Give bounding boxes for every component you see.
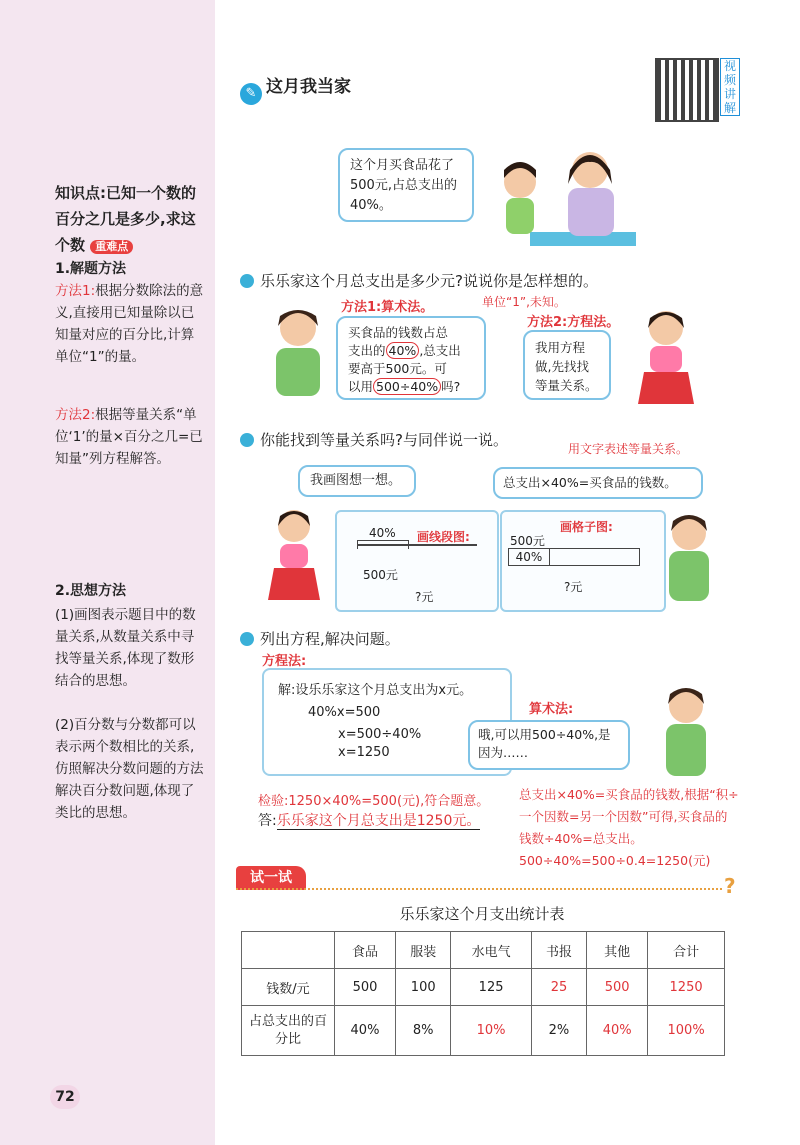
segment-40-part (357, 540, 409, 549)
table-header-cell: 水电气 (451, 932, 531, 969)
girl-and-mother-illustration (490, 140, 640, 255)
b1-line4 (348, 378, 474, 396)
boy-thinking-illustration (262, 300, 334, 400)
b1-line3: 要高于500元。可 (348, 361, 447, 376)
line-diagram-title: 画线段图: (417, 530, 470, 544)
page-number: 72 (50, 1085, 80, 1109)
method1-text: 根据分数除法的意义,直接用已知量除以已知量对应的百分比,计算单位“1”的量。 (55, 283, 204, 365)
table-cell: 40% (335, 1006, 396, 1056)
equation-method-label: 方程法: (262, 654, 307, 669)
table-header-cell: 书报 (531, 932, 586, 969)
method1-note (55, 280, 205, 368)
solution-line4: x=1250 (338, 745, 390, 760)
table-row (242, 969, 725, 1006)
bullet-icon (240, 274, 254, 288)
section-thinking-title: 2.思想方法 (55, 583, 127, 599)
girl-pointing-illustration (258, 500, 330, 610)
row-label: 钱数/元 (242, 969, 335, 1006)
method1-heading: 方法1:算术法。 (341, 300, 434, 315)
table-title: 乐乐家这个月支出统计表 (399, 905, 565, 923)
section-header (240, 72, 351, 105)
row-label: 占总支出的百分比 (242, 1006, 335, 1056)
table-cell-answer: 40% (587, 1006, 648, 1056)
b1-line2 (348, 342, 474, 360)
table-cell: 8% (395, 1006, 450, 1056)
expense-statistics-table (241, 931, 725, 1056)
boy-reasoning-bubble: 哦,可以用500÷40%,是因为…… (468, 720, 630, 770)
q3-text: 列出方程,解决问题。 (260, 630, 400, 648)
method2-label: 方法2: (55, 407, 96, 423)
table-header-cell: 其他 (587, 932, 648, 969)
equality-relation-bubble: 总支出×40%=买食品的钱数。 (493, 467, 703, 499)
circled-40-percent: 40% (386, 342, 420, 359)
line-40-label: 40% (369, 526, 396, 540)
table-cell-answer: 100% (648, 1006, 725, 1056)
line-unknown-label: ?元 (415, 590, 434, 604)
bullet-icon (240, 632, 254, 646)
arithmetic-explanation (519, 784, 739, 872)
question-mark-icon: ? (724, 874, 736, 898)
b1-l2a: 支出的 (348, 343, 386, 358)
grid-bar (508, 548, 640, 566)
girl-explaining-illustration (620, 300, 710, 410)
key-difficulty-badge: 重难点 (90, 240, 133, 254)
table-header-cell: 食品 (335, 932, 396, 969)
table-cell-answer: 10% (451, 1006, 531, 1056)
check-line: 检验:1250×40%=500(元),符合题意。 (258, 794, 490, 809)
word-relation-note: 用文字表述等量关系。 (568, 442, 689, 456)
method2-text: 根据等量关系“单位‘1’的量×百分之几=已知量”列方程解答。 (55, 407, 203, 467)
table-cell: 2% (531, 1006, 586, 1056)
knowledge-sidebar (0, 0, 215, 1145)
grid-diagram-title: 画格子图: (560, 520, 613, 534)
table-header-cell: 合计 (648, 932, 725, 969)
line-500-label: 500元 (363, 568, 398, 582)
solution-line3: x=500÷40% (338, 727, 422, 742)
table-row (242, 1006, 725, 1056)
arithmetic-method-label: 算术法: (529, 702, 574, 717)
line-segment-diagram (335, 510, 499, 612)
video-label[interactable]: 视频讲解 (720, 58, 740, 116)
table-header-cell (242, 932, 335, 969)
book-icon: ✎ (240, 83, 262, 105)
knowledge-point-title (55, 180, 205, 258)
table-header-row (242, 932, 725, 969)
table-cell: 500 (335, 969, 396, 1006)
boy-pointing-illustration (655, 505, 723, 610)
table-cell-answer: 500 (587, 969, 648, 1006)
grid-unknown-label: ?元 (564, 580, 583, 594)
calculation-text: 500÷40%=500÷0.4=1250(元) (519, 853, 711, 868)
question-3 (240, 628, 400, 649)
unit-one-note: 单位“1”,未知。 (482, 295, 566, 309)
grid-500-label: 500元 (510, 534, 545, 548)
q2-text: 你能找到等量关系吗?与同伴说一说。 (260, 431, 508, 449)
method1-speech-bubble (336, 316, 486, 400)
answer-label: 答: (258, 813, 277, 829)
b1-l4a: 以用 (348, 379, 374, 394)
solution-line1: 解:设乐乐家这个月总支出为x元。 (278, 683, 473, 698)
question-2 (240, 429, 508, 450)
method2-heading: 方法2:方程法。 (527, 315, 620, 330)
grid-diagram (500, 510, 666, 612)
grid-40-cell: 40% (509, 549, 550, 565)
method2-speech-bubble: 我用方程做,先找找等量关系。 (523, 330, 611, 400)
table-cell: 100 (395, 969, 450, 1006)
section-title: 这月我当家 (266, 77, 351, 97)
mother-speech-bubble: 这个月买食品花了500元,占总支出的40%。 (338, 148, 474, 222)
b1-l4c: 吗? (441, 379, 461, 394)
b1-l2c: ,总支出 (419, 343, 461, 358)
thinking-2: (2)百分数与分数都可以表示两个数相比的关系,仿照解决分数问题的方法解决百分数问题,体现了类比的思想。 (55, 717, 204, 821)
table-cell-answer: 1250 (648, 969, 725, 1006)
question-1 (240, 270, 598, 291)
circled-division: 500÷40% (373, 378, 441, 395)
method1-label: 方法1: (55, 283, 96, 299)
solution-line2: 40%x=500 (308, 705, 381, 720)
try-it-tab: 试一试 (236, 866, 306, 890)
method2-note (55, 404, 205, 470)
boy-smiling-illustration (650, 680, 722, 780)
b1-line1: 买食品的钱数占总 (348, 325, 449, 340)
try-it-divider (236, 888, 722, 890)
section-method-title: 1.解题方法 (55, 261, 127, 277)
thinking-1: (1)画图表示题目中的数量关系,从数量关系中寻找等量关系,体现了数形结合的思想。 (55, 607, 196, 689)
table-cell: 125 (451, 969, 531, 1006)
girl-drawing-bubble: 我画图想一想。 (298, 465, 416, 497)
kp-title-text: 知识点:已知一个数的百分之几是多少,求这个数 (55, 184, 196, 254)
table-header-cell: 服装 (395, 932, 450, 969)
qr-code[interactable] (655, 58, 719, 122)
bullet-icon (240, 433, 254, 447)
q1-text: 乐乐家这个月总支出是多少元?说说你是怎样想的。 (260, 272, 598, 290)
explanation-text: 总支出×40%=买食品的钱数,根据“积÷一个因数=另一个因数”可得,买食品的钱数÷40%=总支出。 (519, 787, 739, 846)
table-cell-answer: 25 (531, 969, 586, 1006)
answer-line (258, 810, 480, 830)
answer-text: 乐乐家这个月总支出是1250元。 (276, 813, 481, 829)
